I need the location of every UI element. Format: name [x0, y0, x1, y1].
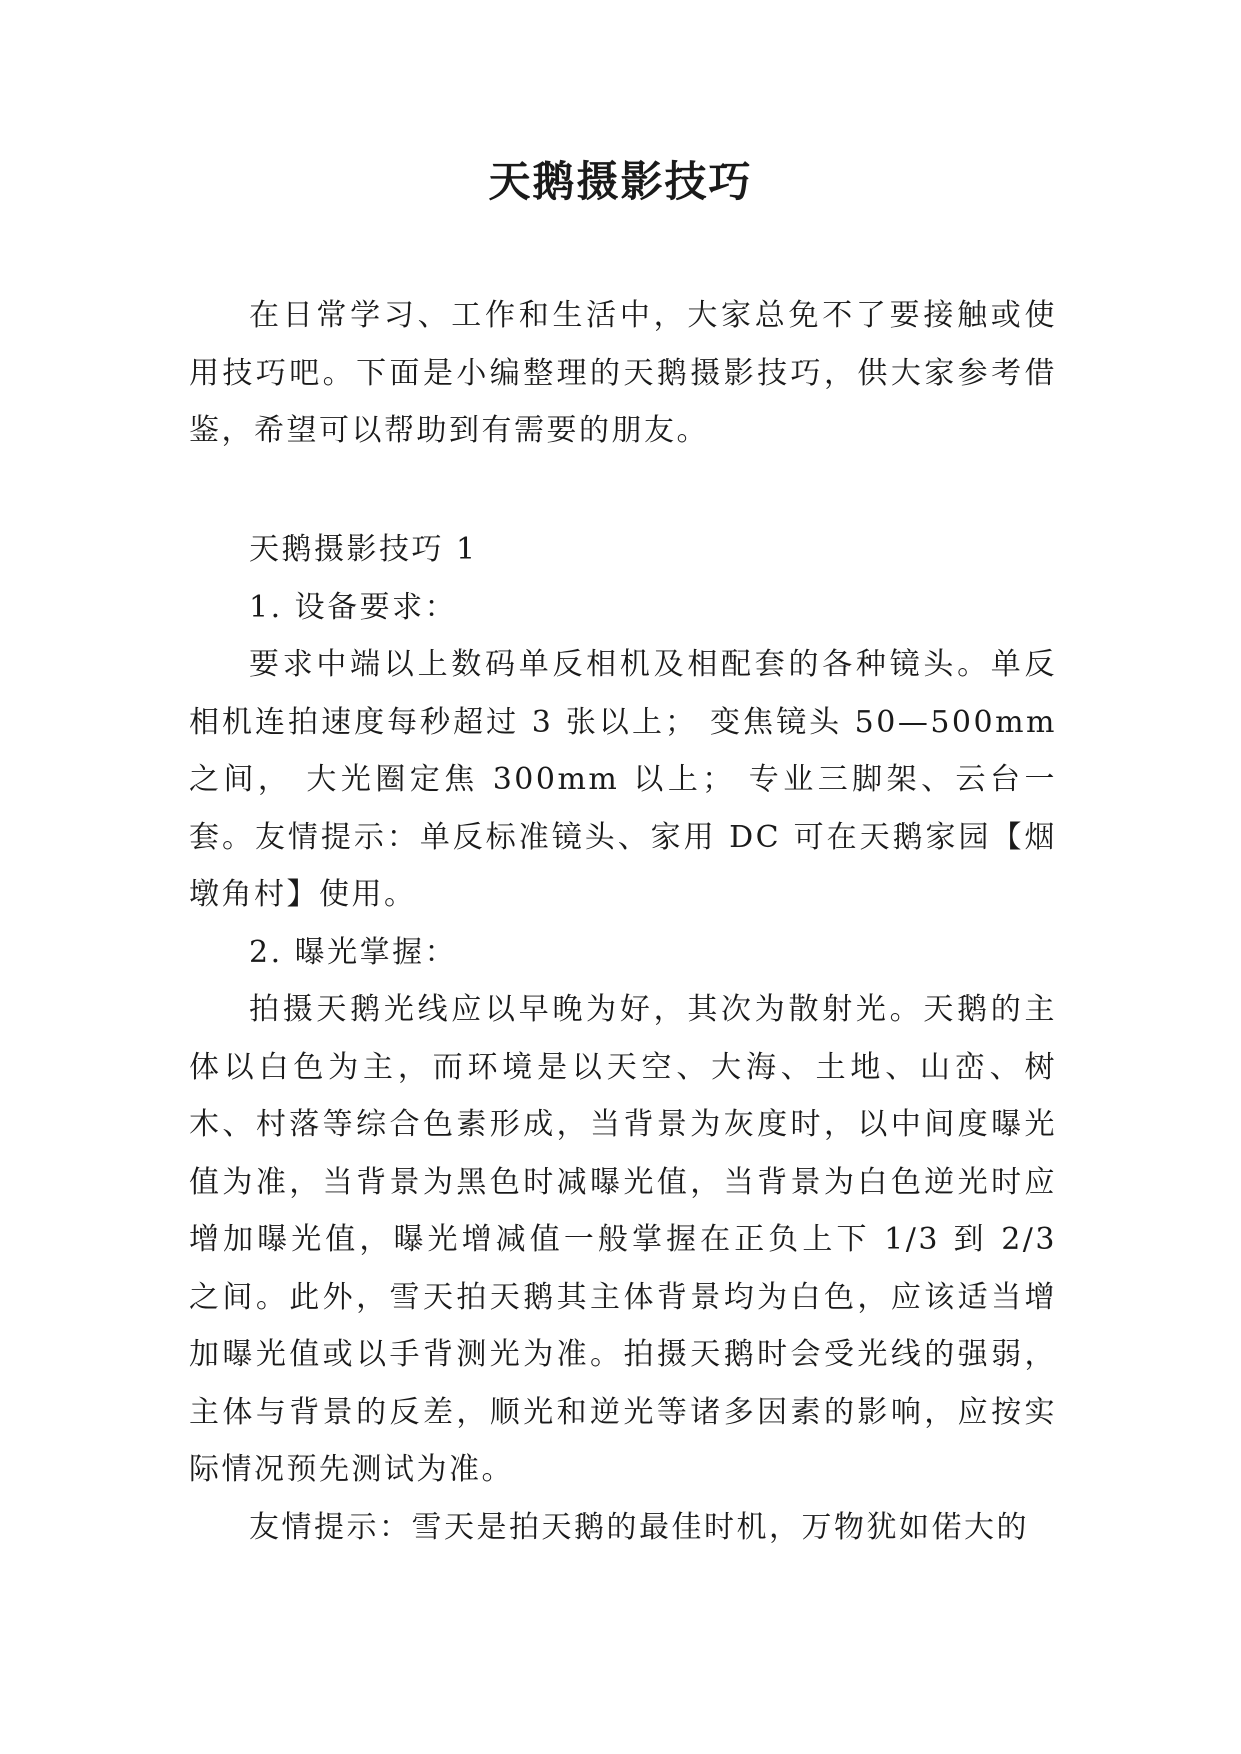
intro-section: [189, 287, 1057, 460]
tip-paragraph: 友情提示：雪天是拍天鹅的最佳时机，万物犹如偌大的: [249, 1509, 1029, 1545]
content-section: [189, 521, 1057, 1556]
item2-heading: 2. 曝光掌握：: [249, 934, 458, 970]
page-title: 天鹅摄影技巧: [488, 157, 753, 206]
section-heading: 天鹅摄影技巧 1: [249, 532, 478, 567]
item2-paragraph: 拍摄天鹅光线应以早晚为好，其次为散射光。天鹅的主体以白色为主，而环境是以天空、大海、土地、山峦、树木、村落等综合色素形成，当背景为灰度时，以中间度曝光值为准，当背景为黑色时减曝光值，当背景为白色逆光时应增加曝光值，曝光增减值一般掌握在正负上下 1/3 到 2/3 之间。此外，雪天拍天鹅其主体背景均为白色，应该适当增加曝光值或以手背测光为准。拍摄天鹅时会受光线的强弱，主体与背景的反差，顺光和逆光等诸多因素的影响，应按实际情况预先测试为准。: [189, 992, 1057, 1487]
item1-paragraph: 要求中端以上数码单反相机及相配套的各种镜头。单反相机连拍速度每秒超过 3 张以上； 变焦镜头 50—500mm 之间， 大光圈定焦 300mm 以上； 专业三脚架、云台一套。友情提示：单反标准镜头、家用 DC 可在天鹅家园【烟墩角村】使用。: [189, 647, 1057, 912]
intro-paragraph: 在日常学习、工作和生活中，大家总免不了要接触或使用技巧吧。下面是小编整理的天鹅摄影技巧，供大家参考借鉴，希望可以帮助到有需要的朋友。: [189, 298, 1057, 448]
item1-heading: 1. 设备要求：: [249, 589, 458, 625]
